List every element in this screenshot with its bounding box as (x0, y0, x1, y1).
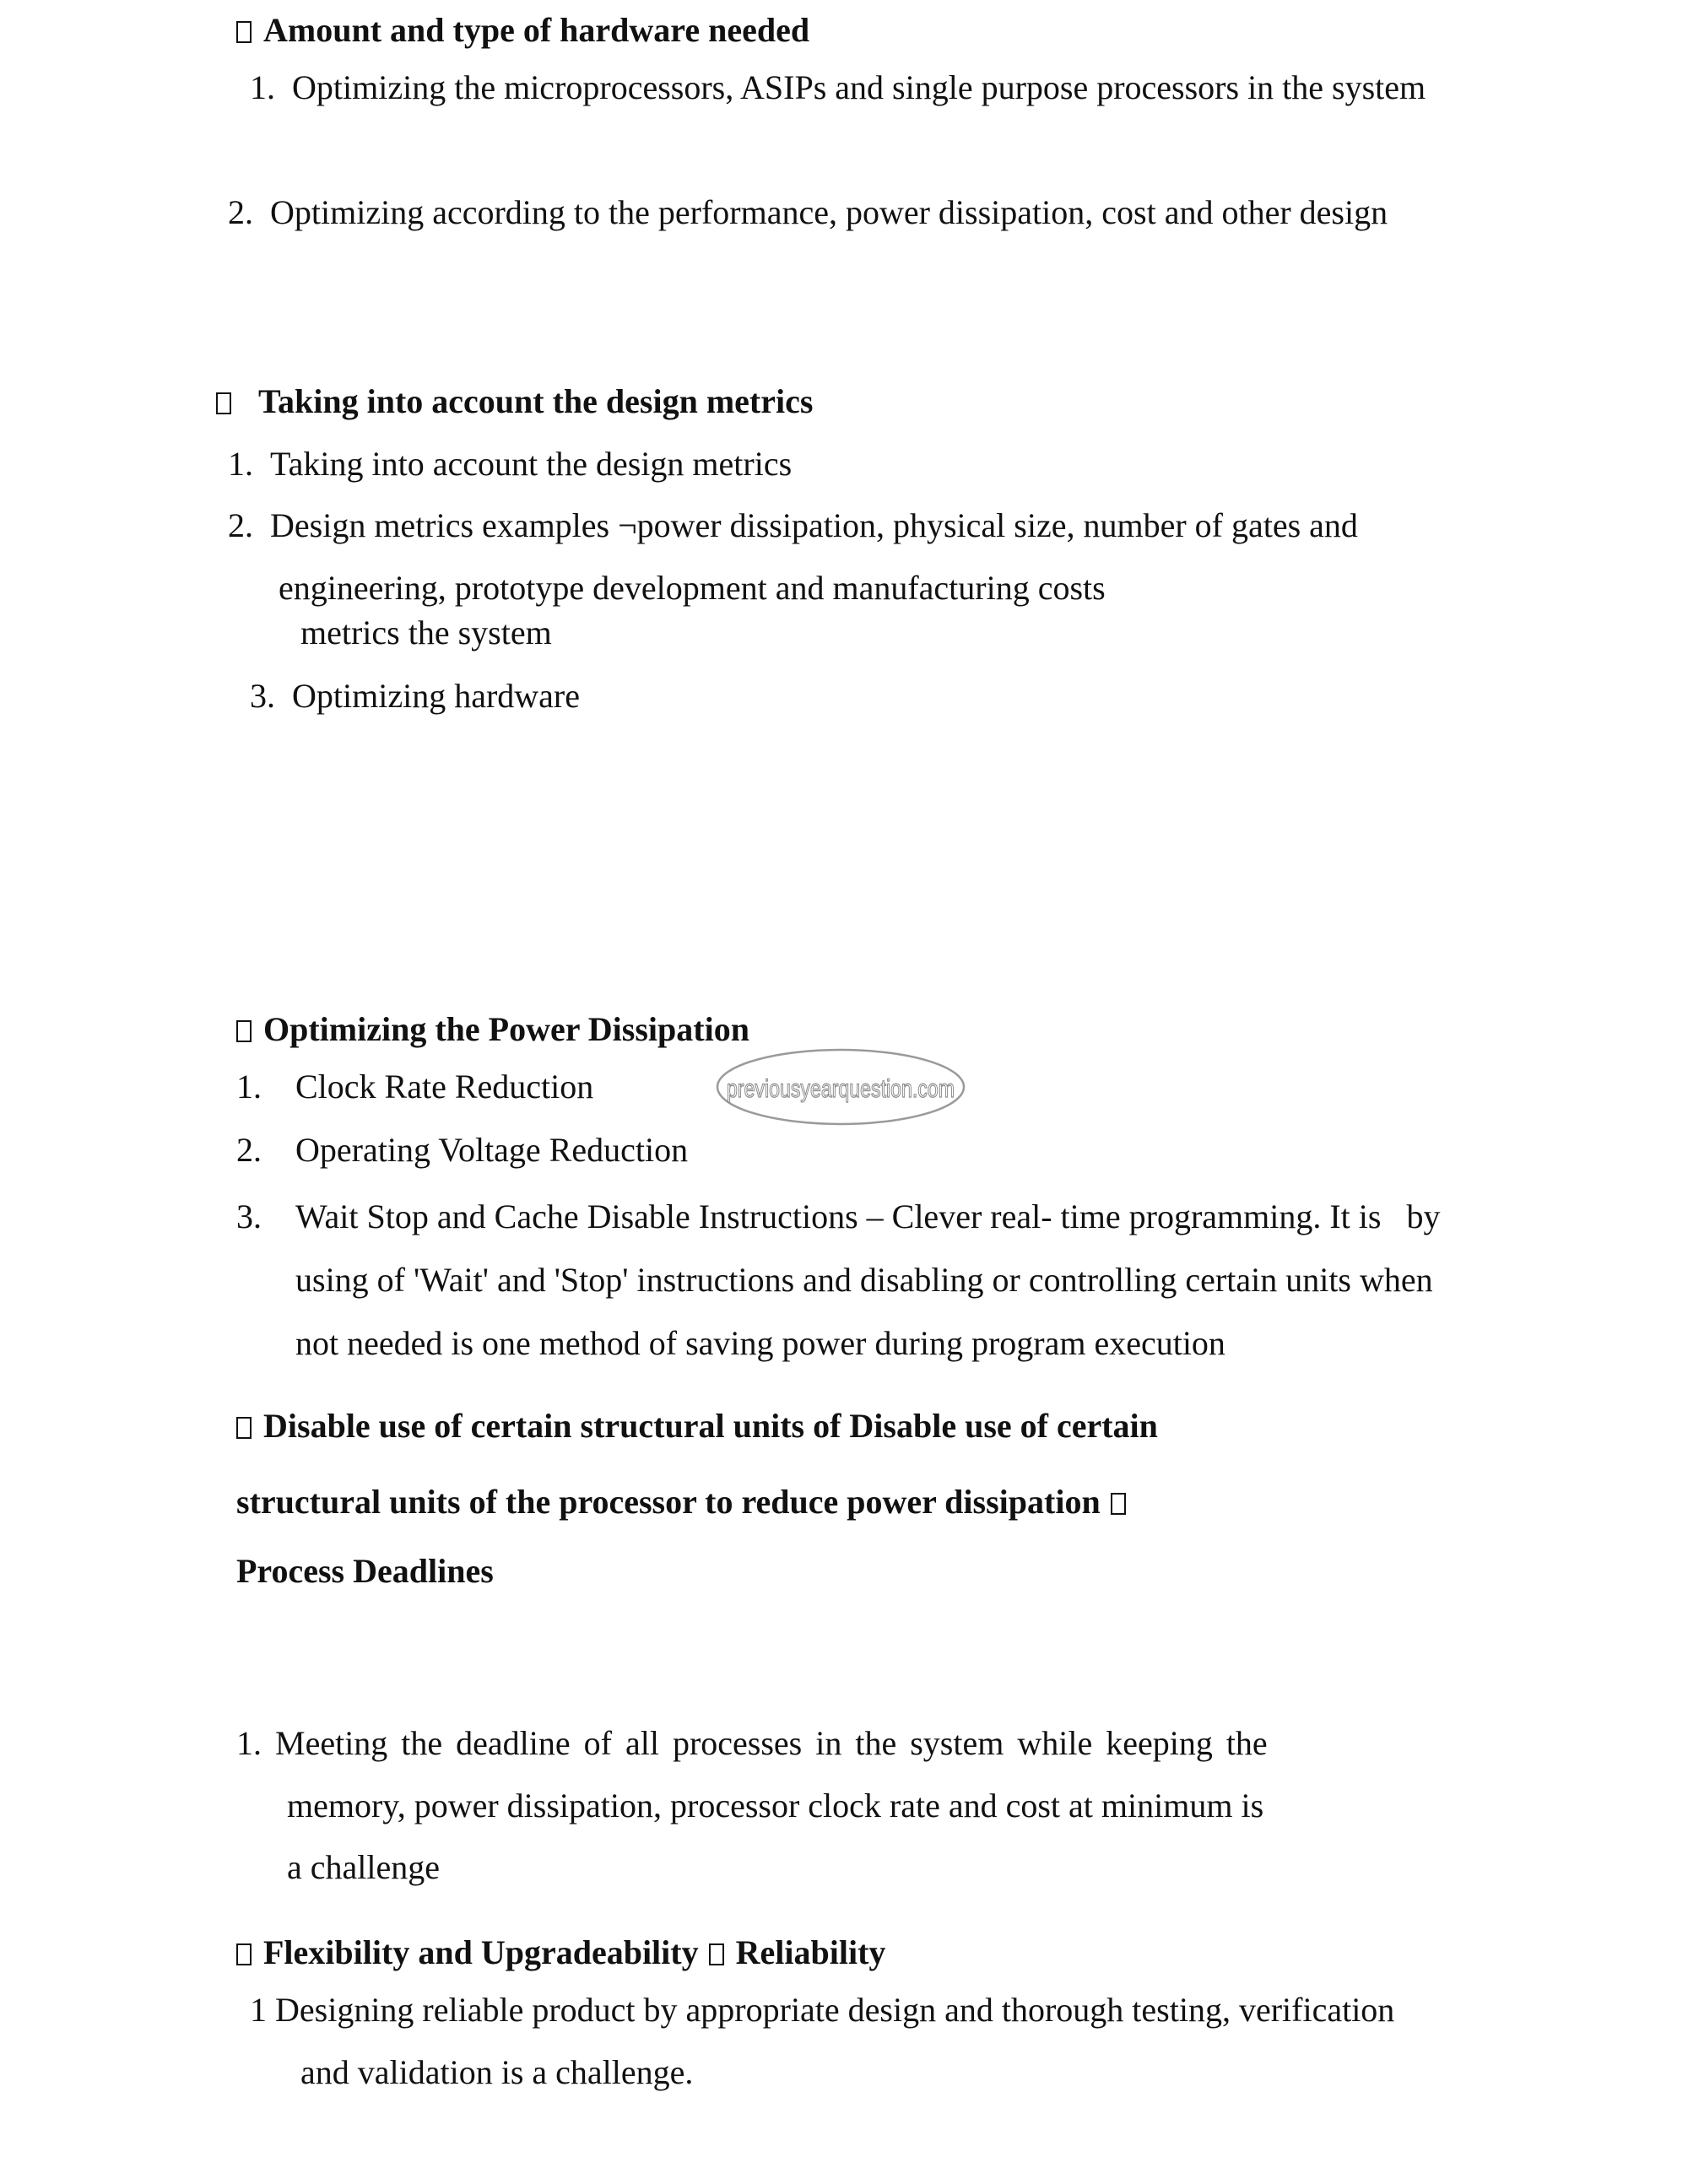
bullet-box-icon (709, 1943, 724, 1965)
continuation-text: not needed is one method of saving power during program execution (295, 1324, 1225, 1362)
list-item: 2. Operating Voltage Reduction (236, 1131, 689, 1169)
bullet-box-icon (236, 1020, 252, 1042)
watermark-text: previousyearquestion.com (727, 1075, 955, 1103)
continuation-text: and validation is a challenge. (300, 2053, 694, 2091)
heading-hardware: Amount and type of hardware needed (236, 14, 809, 47)
list-item: 3. Wait Stop and Cache Disable Instructions – Clever real- time programming. It is by (236, 1197, 1441, 1235)
heading-process-deadlines: Process Deadlines (236, 1552, 494, 1590)
bullet-box-icon (1111, 1493, 1126, 1515)
heading-disable-continued: structural units of the processor to reduce power dissipation (236, 1485, 1126, 1519)
bullet-box-icon (216, 392, 231, 414)
continuation-text: a challenge (287, 1848, 440, 1886)
watermark-logo (714, 1046, 967, 1127)
heading-metrics: Taking into account the design metrics (216, 385, 813, 419)
list-item: 3. Optimizing hardware (250, 677, 580, 715)
list-item: 1. Optimizing the microprocessors, ASIPs and single purpose processors in the system (250, 68, 1426, 106)
heading-disable: Disable use of certain structural units of Disable use of certain (236, 1409, 1158, 1443)
continuation-text: memory, power dissipation, processor clock rate and cost at minimum is (287, 1787, 1264, 1825)
continuation-text: using of 'Wait' and 'Stop' instructions and disabling or controlling certain units when (295, 1261, 1433, 1299)
heading-power: Optimizing the Power Dissipation (236, 1013, 749, 1046)
list-item: 1. Clock Rate Reduction (236, 1068, 594, 1106)
continuation-text: engineering, prototype development and manufacturing costs (279, 569, 1106, 607)
heading-reliability: Flexibility and Upgradeability Reliability (236, 1936, 885, 1970)
bullet-box-icon (236, 21, 252, 43)
bullet-box-icon (236, 1417, 252, 1439)
list-item: 2. Design metrics examples ¬power dissipation, physical size, number of gates and (228, 506, 1358, 544)
list-item: 1. Meeting the deadline of all processes in the system while keeping the (236, 1724, 1268, 1762)
list-item: 1. Taking into account the design metrics (228, 445, 793, 483)
list-item: 2. Optimizing according to the performance, power dissipation, cost and other design (228, 193, 1388, 231)
list-item: 1 Designing reliable product by appropriate design and thorough testing, verification (250, 1991, 1395, 2029)
continuation-text: metrics the system (300, 614, 552, 651)
bullet-box-icon (236, 1943, 252, 1965)
